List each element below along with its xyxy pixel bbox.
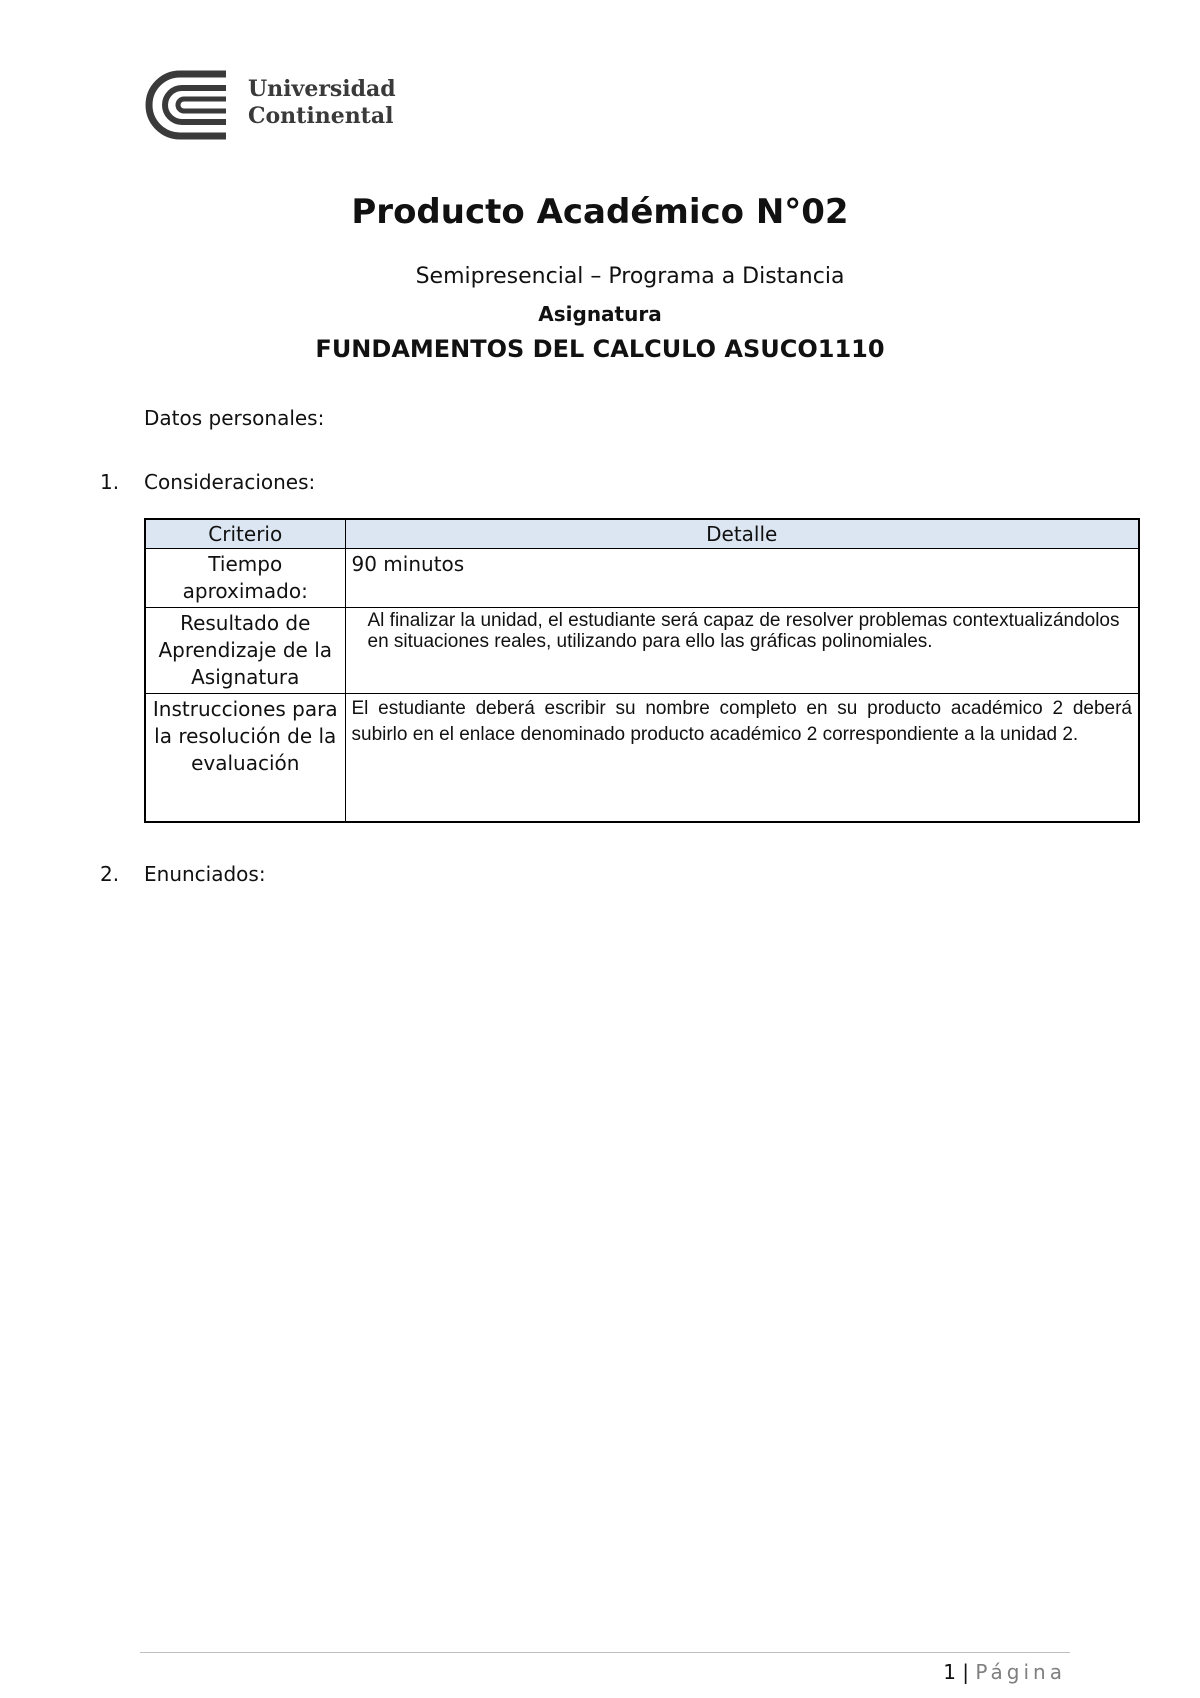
page-footer bbox=[943, 1660, 1066, 1684]
criterio-cell: Instrucciones para la resolución de la evaluación bbox=[145, 694, 345, 822]
detalle-cell: El estudiante deberá escribir su nombre completo en su producto académico 2 deberá subirlo en el enlace denominado producto académico 2 correspondiente a la unidad 2. bbox=[345, 694, 1139, 822]
section-consideraciones bbox=[100, 470, 315, 494]
university-c-logo-icon bbox=[140, 68, 236, 142]
column-header-detalle: Detalle bbox=[345, 519, 1139, 549]
criteria-table bbox=[144, 518, 1140, 823]
datos-personales-label: Datos personales: bbox=[144, 406, 325, 430]
page-number: 1 bbox=[943, 1660, 956, 1684]
criterio-cell: Resultado de Aprendizaje de la Asignatura bbox=[145, 608, 345, 694]
logo-line-2: Continental bbox=[248, 103, 394, 129]
section-number: 1. bbox=[100, 470, 120, 494]
footer-divider bbox=[140, 1652, 1070, 1653]
detalle-cell: 90 minutos bbox=[345, 549, 1139, 608]
table-row bbox=[145, 549, 1139, 608]
section-label: Consideraciones: bbox=[144, 470, 316, 494]
course-name: FUNDAMENTOS DEL CALCULO ASUCO1110 bbox=[315, 335, 885, 363]
footer-separator: | bbox=[962, 1660, 970, 1684]
logo-wordmark bbox=[248, 76, 396, 130]
logo-line-1: Universidad bbox=[248, 76, 396, 102]
document-title: Producto Académico N°02 bbox=[351, 192, 849, 232]
section-number: 2. bbox=[100, 862, 120, 886]
asignatura-label: Asignatura bbox=[538, 302, 662, 326]
university-logo bbox=[140, 68, 400, 142]
section-enunciados bbox=[100, 862, 266, 886]
table-row bbox=[145, 694, 1139, 822]
table-header-row bbox=[145, 519, 1139, 549]
document-subtitle: Semipresencial – Programa a Distancia bbox=[415, 264, 845, 289]
section-label: Enunciados: bbox=[144, 862, 266, 886]
criterio-cell: Tiempo aproximado: bbox=[145, 549, 345, 608]
page-word: Página bbox=[975, 1660, 1066, 1684]
detalle-cell: Al finalizar la unidad, el estudiante será capaz de resolver problemas contextualizándolos en situaciones reales, utilizando para ello las gráficas polinomiales. bbox=[345, 608, 1139, 694]
table-row bbox=[145, 608, 1139, 694]
column-header-criterio: Criterio bbox=[145, 519, 345, 549]
